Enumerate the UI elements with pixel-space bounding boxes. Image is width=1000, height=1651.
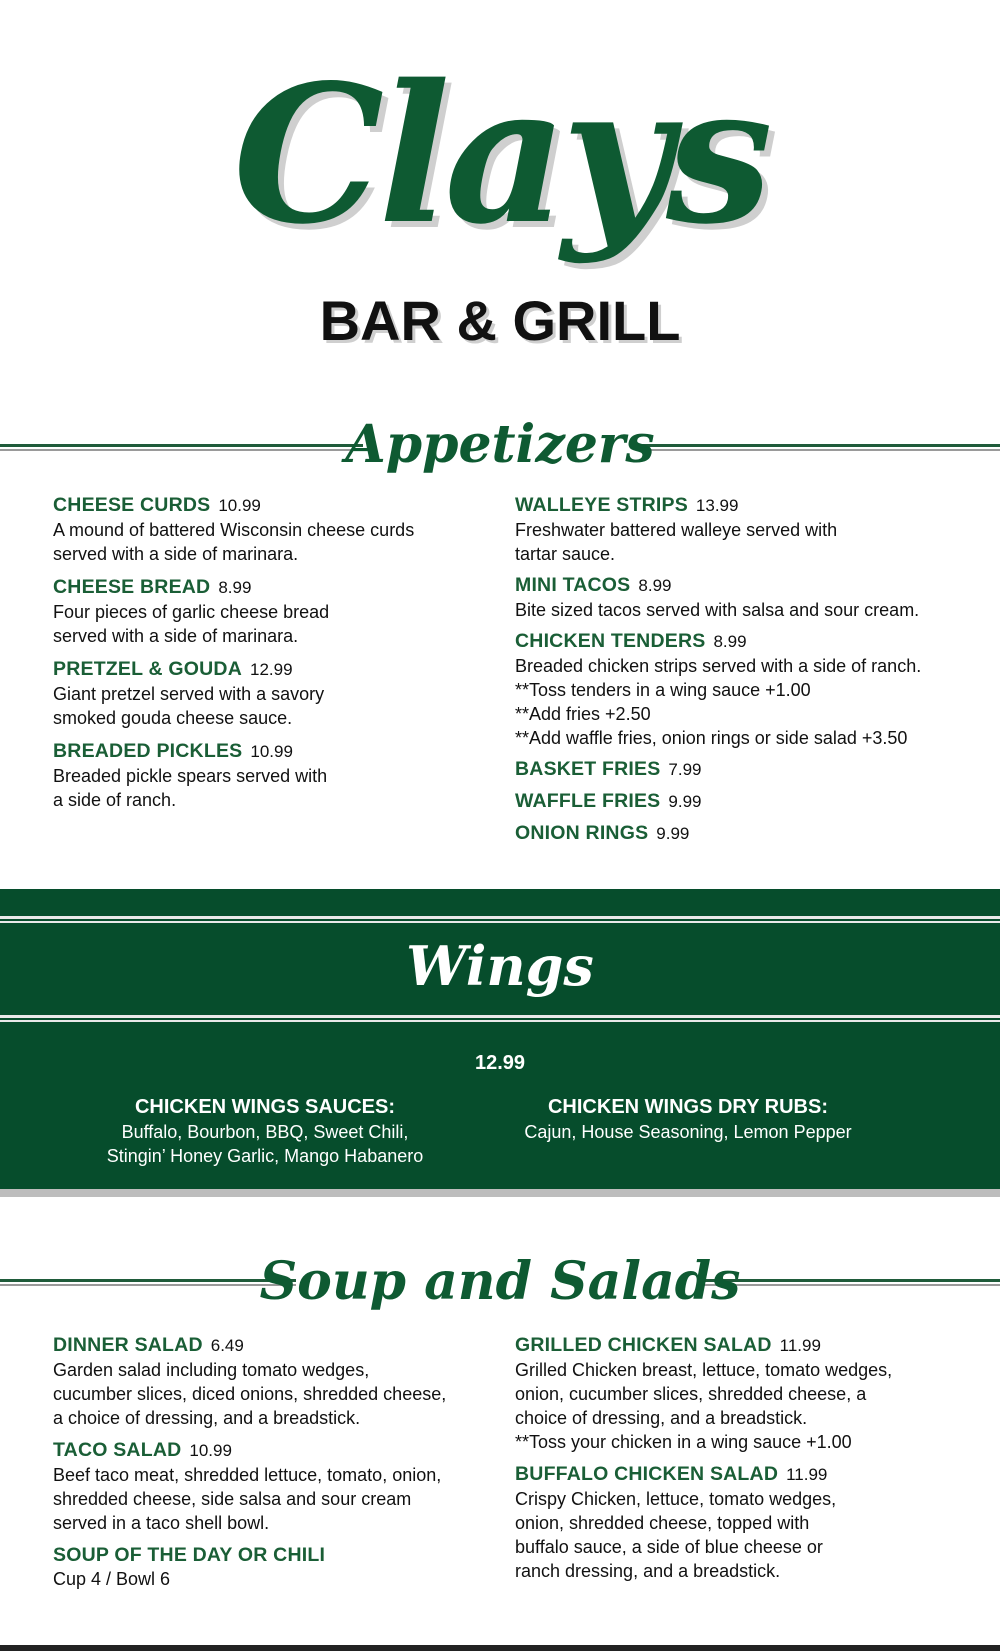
menu-item-name: GRILLED CHICKEN SALAD [515,1334,772,1356]
menu-item-price: 11.99 [779,1336,821,1355]
menu-item [515,573,985,622]
menu-item-name: BUFFALO CHICKEN SALAD [515,1463,779,1485]
menu-item-name: WALLEYE STRIPS [515,494,688,516]
menu-item-name: CHEESE BREAD [53,576,211,598]
menu-item-price: 9.99 [668,792,702,811]
menu-item-description: Giant pretzel served with a savory [53,684,325,704]
menu-item-description: Garden salad including tomato wedges, [53,1360,370,1380]
menu-item-heading [515,789,985,814]
menu-item-heading [53,1438,503,1463]
menu-item-price: 6.49 [210,1336,244,1355]
menu-item-heading [53,575,493,600]
menu-item-heading [53,657,493,682]
logo-subtitle: BAR & GRILL [319,289,681,352]
wings-bottom-edge [0,1189,1000,1197]
menu-item [53,575,493,648]
menu-item [53,739,493,812]
menu-item-name: DINNER SALAD [53,1334,203,1356]
menu-item-heading [53,1543,503,1567]
menu-item-price: 10.99 [189,1441,232,1460]
menu-item-price: 10.99 [218,496,261,515]
wings-rule-bottom [0,1015,1000,1022]
menu-item-description: Freshwater battered walleye served with [515,520,838,540]
menu-item-description: Breaded pickle spears served with [53,766,328,786]
menu-item-heading [515,821,985,846]
menu-item-heading [53,739,493,764]
soups-left-column [53,1333,503,1599]
menu-item-heading [515,493,985,518]
soups-header [0,1247,1000,1317]
soups-right-column [515,1333,985,1591]
menu-item [53,1438,503,1535]
menu-item [53,1543,503,1591]
wings-dry-rubs [498,1094,878,1144]
wings-title: Wings [406,934,594,998]
menu-item-price: 8.99 [638,576,672,595]
menu-item-name: SOUP OF THE DAY OR CHILI [53,1544,326,1566]
menu-item-description: choice of dressing, and a breadstick. [515,1408,808,1428]
menu-item-heading [53,1333,503,1358]
menu-item-price: 13.99 [695,496,739,515]
menu-item-name: ONION RINGS [515,822,649,844]
appetizers-left-column [53,493,493,821]
menu-item-description: A mound of battered Wisconsin cheese curds [53,520,415,540]
wings-sauces-title: CHICKEN WINGS SAUCES: [134,1096,395,1118]
menu-item-description: a choice of dressing, and a breadstick. [53,1408,361,1428]
menu-item-description: ranch dressing, and a breadstick. [515,1561,781,1581]
menu-item-description: Four pieces of garlic cheese bread [53,602,330,622]
menu-item-name: PRETZEL & GOUDA [53,658,242,680]
wings-section [0,889,1000,1197]
menu-item [515,1333,985,1454]
menu-item-description: served with a side of marinara. [53,544,299,564]
menu-item-name: CHICKEN TENDERS [515,630,706,652]
menu-item-description: Grilled Chicken breast, lettuce, tomato wedges, [515,1360,893,1380]
menu-item [53,1333,503,1430]
menu-item-name: WAFFLE FRIES [515,790,661,812]
menu-item-heading [515,573,985,598]
menu-item-description: Cup 4 / Bowl 6 [53,1569,171,1589]
menu-item-price: 9.99 [656,824,690,843]
menu-item-description: Bite sized tacos served with salsa and sour cream. [515,600,920,620]
menu-item-description: tartar sauce. [515,544,616,564]
wings-price: 12.99 [474,1052,526,1074]
menu-item-heading [515,1333,985,1358]
menu-item-description: buffalo sauce, a side of blue cheese or [515,1537,823,1557]
menu-item-description: **Add fries +2.50 [515,704,651,724]
menu-item-price: 8.99 [218,578,252,597]
menu-item-name: BREADED PICKLES [53,740,243,762]
menu-item [515,629,985,750]
menu-item-price: 7.99 [668,760,702,779]
menu-item [515,493,985,566]
menu-item [515,789,985,814]
wings-rule-top [0,916,1000,923]
menu-item-description: Beef taco meat, shredded lettuce, tomato, onion, [53,1465,442,1485]
restaurant-logo [0,0,1000,370]
menu-item-description: Breaded chicken strips served with a side of ranch. [515,656,922,676]
soups-title: Soup and Salads [259,1251,741,1312]
menu-item-description: onion, cucumber slices, shredded cheese, a [515,1384,867,1404]
menu-item-price: 12.99 [249,660,293,679]
menu-item-description: **Toss tenders in a wing sauce +1.00 [515,680,811,700]
wings-sauces-line: Buffalo, Bourbon, BBQ, Sweet Chili, [121,1122,409,1142]
menu-item-heading [53,493,493,518]
menu-item-description: a side of ranch. [53,790,177,810]
menu-item-description: smoked gouda cheese sauce. [53,708,293,728]
menu-item-description: served with a side of marinara. [53,626,299,646]
wings-sauces-line: Stingin’ Honey Garlic, Mango Habanero [106,1146,424,1166]
menu-item-description: **Toss your chicken in a wing sauce +1.00 [515,1432,852,1452]
logo-script-text: Clays [233,43,767,266]
menu-item [515,1462,985,1583]
menu-item-description: shredded cheese, side salsa and sour cream [53,1489,412,1509]
menu-item [515,757,985,782]
appetizers-title: Appetizers [345,414,655,475]
menu-item-description: cucumber slices, diced onions, shredded cheese, [53,1384,447,1404]
wings-rubs-title: CHICKEN WINGS DRY RUBS: [547,1096,828,1118]
menu-item-description: **Add waffle fries, onion rings or side salad +3.50 [515,728,908,748]
menu-item-price: 11.99 [786,1465,828,1484]
menu-item-heading [515,629,985,654]
appetizers-right-column [515,493,985,853]
menu-item-description: served in a taco shell bowl. [53,1513,270,1533]
menu-item-price: 10.99 [250,742,293,761]
menu-item-heading [515,757,985,782]
menu-item-name: BASKET FRIES [515,758,661,780]
wings-rubs-line: Cajun, House Seasoning, Lemon Pepper [524,1122,852,1142]
menu-item-description: Crispy Chicken, lettuce, tomato wedges, [515,1489,837,1509]
appetizers-header [0,410,1000,480]
menu-item [53,657,493,730]
page-bottom-border [0,1645,1000,1651]
menu-item-heading [515,1462,985,1487]
menu-item-price: 8.99 [713,632,747,651]
menu-item-name: TACO SALAD [53,1439,182,1461]
menu-item [515,821,985,846]
menu-item-description: onion, shredded cheese, topped with [515,1513,810,1533]
menu-item [53,493,493,566]
menu-item-name: CHEESE CURDS [53,494,211,516]
menu-item-name: MINI TACOS [515,574,631,596]
wings-sauces [65,1094,465,1168]
